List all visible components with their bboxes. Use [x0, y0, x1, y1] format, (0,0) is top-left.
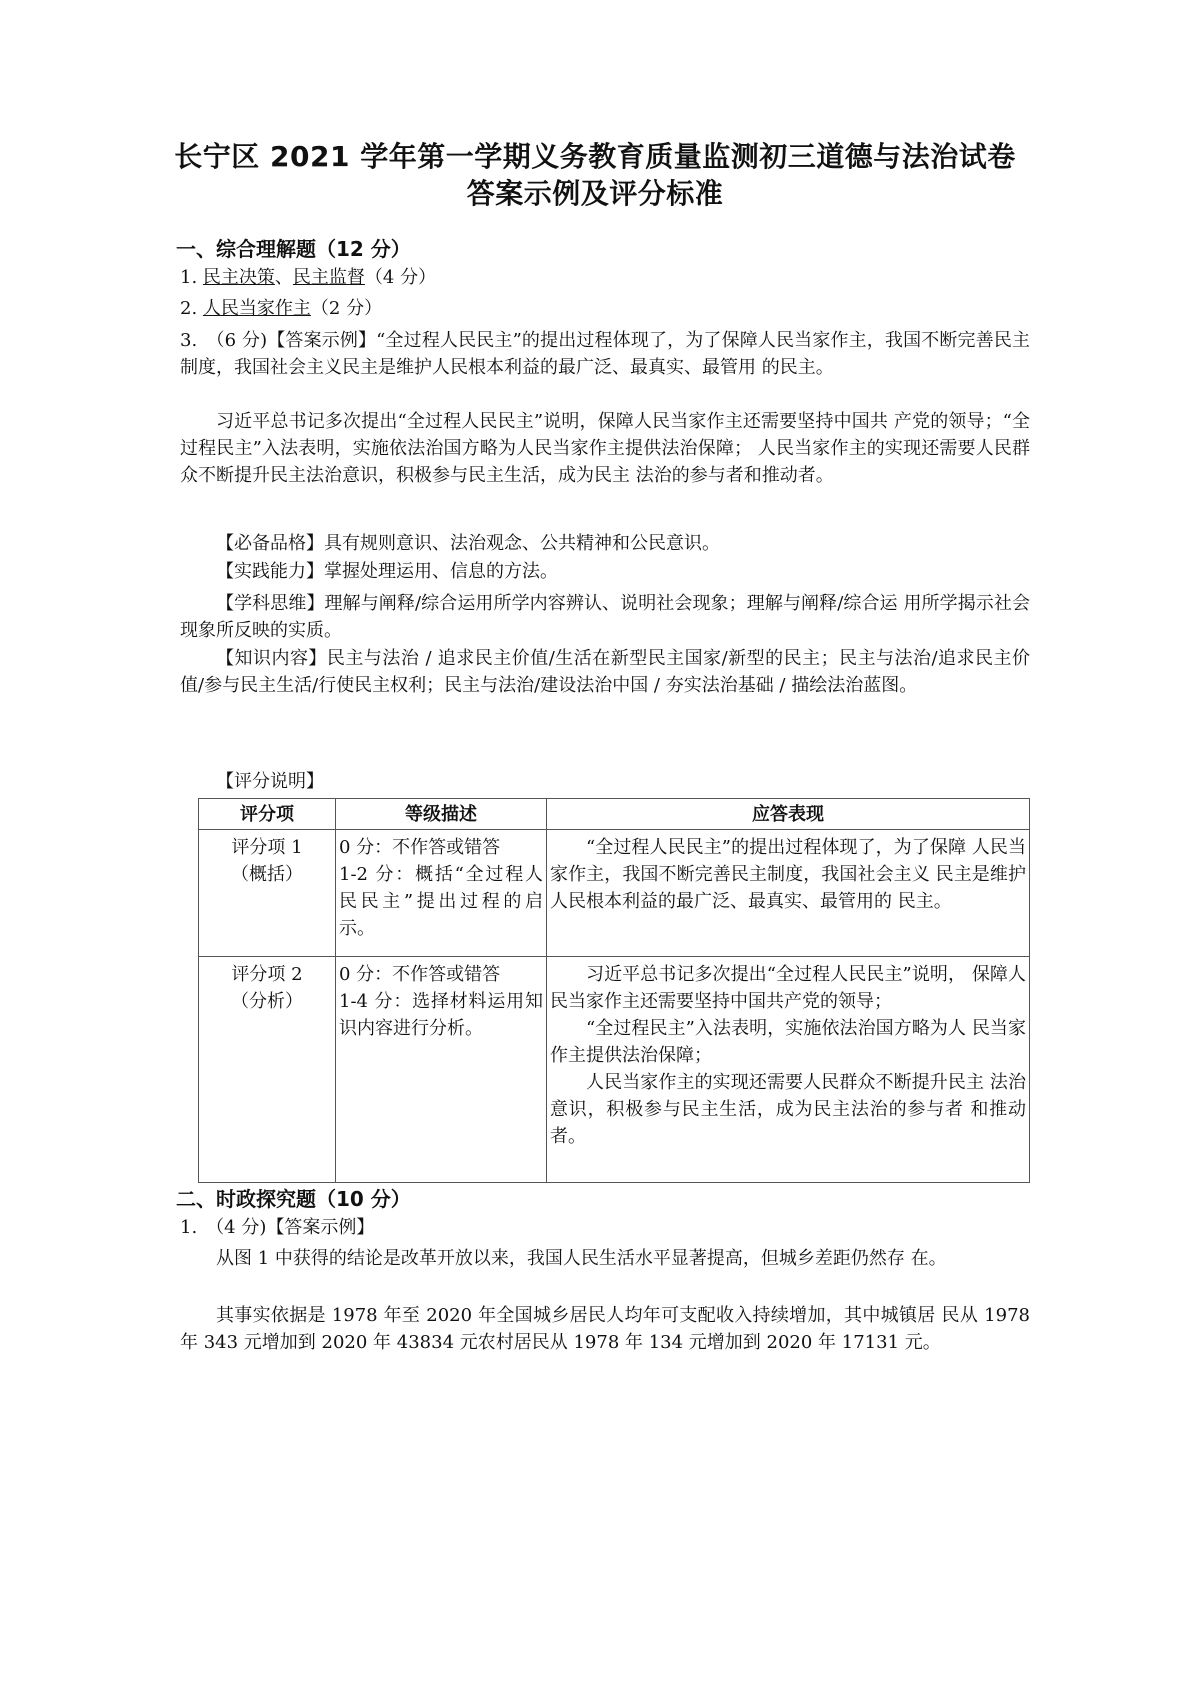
q3-paragraph-2: 习近平总书记多次提出“全过程人民民主”说明，保障人民当家作主还需要坚持中国共 产党的领导；“全过程民主”入法表明，实施依法治国方略为人民当家作主提供法治保障； 人民当家作主的实现还需要人民群众不断提升民主法治意识，积极参与民主生活，成为民主 法治的参与者和推动者。 — [180, 411, 1030, 486]
row2-item-cell — [199, 957, 336, 1183]
row1-answer-cell — [547, 830, 1030, 957]
q2-score: （2 分） — [310, 298, 383, 319]
section2-heading: 二、时政探究题（10 分） — [176, 1187, 411, 1211]
table-header-row — [199, 799, 1030, 830]
row1-item-cell — [199, 830, 336, 957]
row1-level2: 1-2 分：概括“全过程人民民主”提出过程的启示。 — [339, 864, 543, 939]
row2-answer-b: “全过程民主”入法表明，实施依法治国方略为人 民当家作主提供法治保障； — [550, 1018, 1026, 1066]
s2-q1-line: 1. （4 分)【答案示例】 — [180, 1217, 375, 1238]
header-answer: 应答表现 — [547, 799, 1030, 830]
q1-answer-b: 民主监督 — [292, 267, 365, 288]
q2-number: 2. — [180, 298, 198, 319]
header-level: 等级描述 — [336, 799, 547, 830]
q3-paragraph-1: 3. （6 分)【答案示例】“全过程人民民主”的提出过程体现了，为了保障人民当家作主，我国不断完善民主制度，我国社会主义民主是维护人民根本利益的最广泛、最真实、最管用 的民主。 — [180, 330, 1030, 378]
zhishi-neirong: 【知识内容】民主与法治 / 追求民主价值/生活在新型民主国家/新型的民主；民主与法治/追求民主价值/参与民主生活/行使民主权利；民主与法治/建设法治中国 / 夯实法治基础 / 描绘法治蓝图。 — [180, 648, 1030, 696]
row2-level-cell — [336, 957, 547, 1183]
row1-item: 评分项 1 — [231, 837, 303, 858]
row2-item-sub: （分析） — [231, 991, 303, 1012]
s2-paragraph-1: 从图 1 中获得的结论是改革开放以来，我国人民生活水平显著提高，但城乡差距仍然存 在。 — [216, 1248, 947, 1269]
table-row — [199, 957, 1030, 1183]
q1-answer-a: 民主决策 — [202, 267, 275, 288]
shijian-nengli: 【实践能力】掌握处理运用、信息的方法。 — [216, 561, 558, 582]
q1-score: （4 分） — [364, 267, 437, 288]
q2-answer: 人民当家作主 — [202, 298, 311, 319]
s2-paragraph-2: 其事实依据是 1978 年至 2020 年全国城乡居民人均年可支配收入持续增加，其中城镇居 民从 1978 年 343 元增加到 2020 年 43834 元农村居民从 1978 年 134 元增加到 2020 年 17131 元。 — [180, 1305, 1030, 1353]
row1-item-sub: （概括） — [231, 864, 303, 885]
row1-level1: 0 分：不作答或错答 — [339, 837, 501, 858]
row2-level2: 1-4 分：选择材料运用知识内容进行分析。 — [339, 991, 543, 1039]
q1-separator: 、 — [274, 267, 293, 288]
row2-answer-cell — [547, 957, 1030, 1183]
scoring-table — [198, 798, 1030, 1183]
row1-answer: “全过程人民民主”的提出过程体现了，为了保障 人民当家作主，我国不断完善民主制度，我国社会主义 民主是维护人民根本利益的最广泛、最真实、最管用的 民主。 — [550, 837, 1026, 912]
table-row — [199, 830, 1030, 957]
bibei-pinge: 【必备品格】具有规则意识、法治观念、公共精神和公民意识。 — [216, 533, 720, 554]
section1-heading: 一、综合理解题（12 分） — [176, 237, 411, 261]
q1-answer-line — [180, 264, 1030, 291]
pingfen-shuoming: 【评分说明】 — [216, 771, 324, 792]
doc-title-line1: 长宁区 2021 学年第一学期义务教育质量监测初三道德与法治试卷 — [174, 140, 1016, 173]
row1-level-cell — [336, 830, 547, 957]
q1-number: 1. — [180, 267, 198, 288]
row2-level1: 0 分：不作答或错答 — [339, 964, 501, 985]
row2-answer-c: 人民当家作主的实现还需要人民群众不断提升民主 法治意识，积极参与民主生活，成为民主法治的参与者 和推动者。 — [550, 1072, 1026, 1147]
xueke-siwei: 【学科思维】理解与阐释/综合运用所学内容辨认、说明社会现象；理解与阐释/综合运 用所学揭示社会现象所反映的实质。 — [180, 593, 1030, 641]
row2-item: 评分项 2 — [231, 964, 303, 985]
q2-answer-line — [180, 295, 1030, 322]
row2-answer-a: 习近平总书记多次提出“全过程人民民主”说明， 保障人民当家作主还需要坚持中国共产党的领导； — [550, 964, 1026, 1012]
header-item: 评分项 — [199, 799, 336, 830]
doc-title-line2: 答案示例及评分标准 — [466, 177, 724, 210]
